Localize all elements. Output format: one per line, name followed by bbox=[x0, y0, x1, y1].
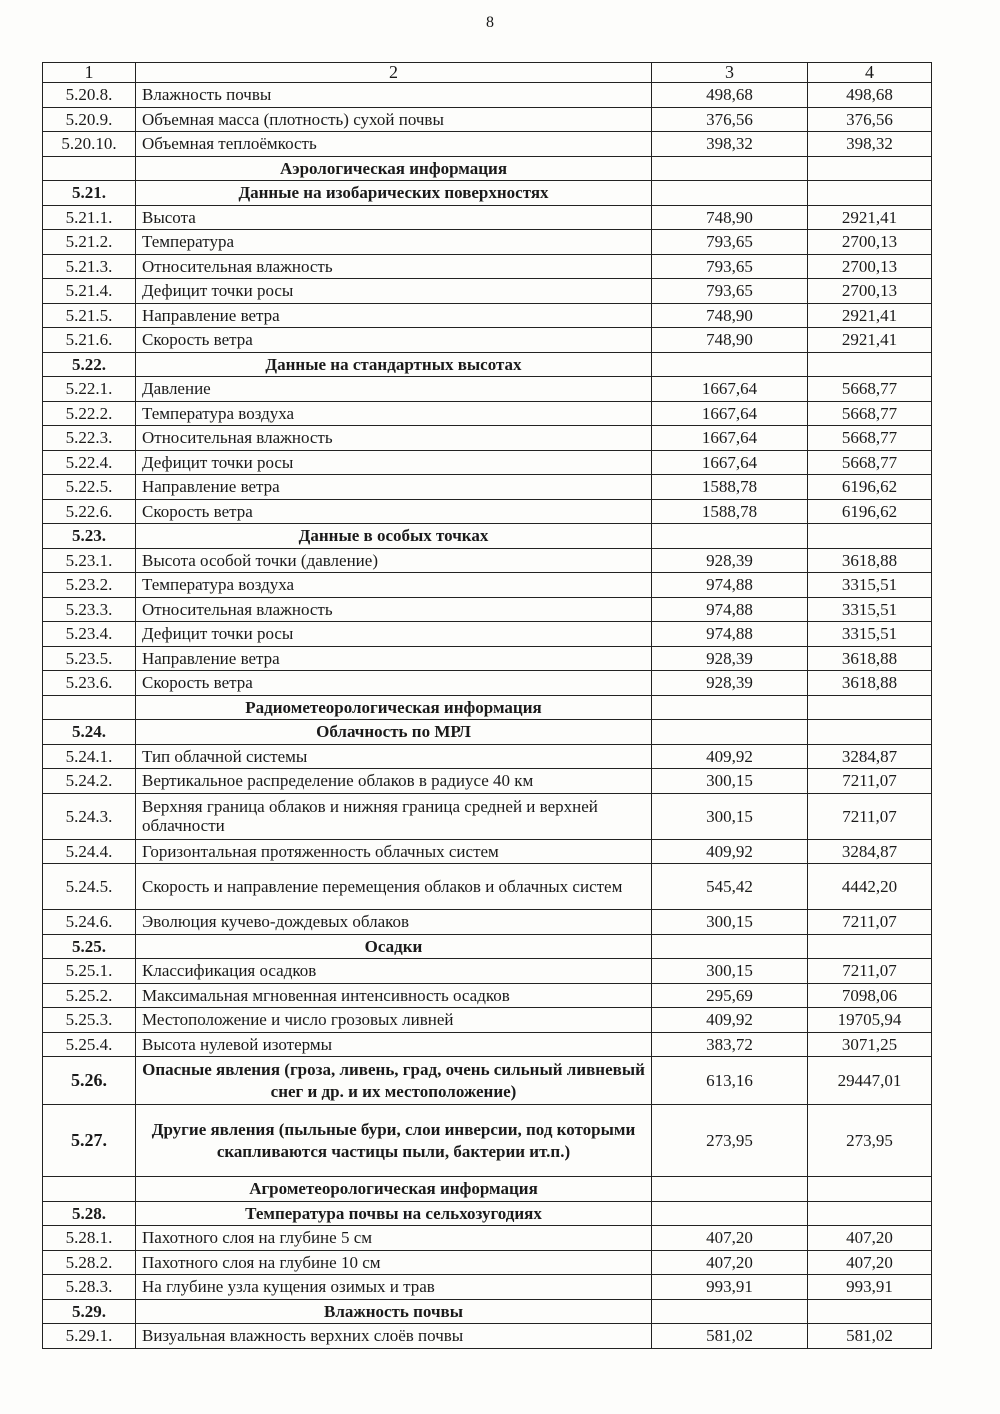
page-number: 8 bbox=[486, 14, 494, 31]
row-name: Высота особой точки (давление) bbox=[136, 548, 652, 573]
row-value-col3 bbox=[652, 1177, 808, 1202]
row-value-col3: 398,32 bbox=[652, 132, 808, 157]
row-name: Влажность почвы bbox=[136, 1299, 652, 1324]
row-value-col4 bbox=[808, 720, 932, 745]
row-value-col3: 300,15 bbox=[652, 959, 808, 984]
row-value-col3: 581,02 bbox=[652, 1324, 808, 1349]
row-value-col3: 1667,64 bbox=[652, 377, 808, 402]
row-name: Дефицит точки росы bbox=[136, 279, 652, 304]
row-number: 5.22.6. bbox=[43, 499, 136, 524]
table-row bbox=[43, 671, 932, 696]
row-number: 5.23.3. bbox=[43, 597, 136, 622]
row-value-col3: 1667,64 bbox=[652, 450, 808, 475]
row-value-col4: 3315,51 bbox=[808, 573, 932, 598]
row-number: 5.23.2. bbox=[43, 573, 136, 598]
row-name: Опасные явления (гроза, ливень, град, очень сильный ливневый снег и др. и их местоположение) bbox=[136, 1057, 652, 1105]
row-value-col4: 6196,62 bbox=[808, 499, 932, 524]
row-value-col4 bbox=[808, 1177, 932, 1202]
table-row bbox=[43, 230, 932, 255]
row-number: 5.22.4. bbox=[43, 450, 136, 475]
row-value-col3: 748,90 bbox=[652, 303, 808, 328]
row-value-col4 bbox=[808, 1299, 932, 1324]
table-row bbox=[43, 1226, 932, 1251]
row-value-col4 bbox=[808, 352, 932, 377]
row-value-col3: 928,39 bbox=[652, 548, 808, 573]
row-value-col4: 3618,88 bbox=[808, 646, 932, 671]
row-name: Горизонтальная протяженность облачных систем bbox=[136, 839, 652, 864]
row-name: Направление ветра bbox=[136, 475, 652, 500]
table-row bbox=[43, 1057, 932, 1105]
row-value-col4: 376,56 bbox=[808, 107, 932, 132]
row-number: 5.25.4. bbox=[43, 1032, 136, 1057]
row-name: Классификация осадков bbox=[136, 959, 652, 984]
table-row bbox=[43, 864, 932, 910]
table-row bbox=[43, 839, 932, 864]
row-name: Вертикальное распределение облаков в радиусе 40 км bbox=[136, 769, 652, 794]
row-value-col4: 398,32 bbox=[808, 132, 932, 157]
table-row bbox=[43, 597, 932, 622]
row-number: 5.29. bbox=[43, 1299, 136, 1324]
table-row bbox=[43, 426, 932, 451]
row-value-col3 bbox=[652, 1201, 808, 1226]
row-value-col3: 545,42 bbox=[652, 864, 808, 910]
row-value-col4: 407,20 bbox=[808, 1226, 932, 1251]
row-name: Направление ветра bbox=[136, 646, 652, 671]
row-value-col3: 793,65 bbox=[652, 279, 808, 304]
table-row bbox=[43, 499, 932, 524]
row-name: Дефицит точки росы bbox=[136, 622, 652, 647]
row-value-col4: 19705,94 bbox=[808, 1008, 932, 1033]
header-col-2: 2 bbox=[136, 63, 652, 83]
table-row bbox=[43, 548, 932, 573]
row-value-col4: 7211,07 bbox=[808, 910, 932, 935]
row-value-col3: 748,90 bbox=[652, 205, 808, 230]
table-row bbox=[43, 377, 932, 402]
row-value-col3: 376,56 bbox=[652, 107, 808, 132]
row-value-col4: 2700,13 bbox=[808, 230, 932, 255]
row-number: 5.21.4. bbox=[43, 279, 136, 304]
table-row bbox=[43, 769, 932, 794]
row-value-col4: 3618,88 bbox=[808, 671, 932, 696]
row-value-col3: 1667,64 bbox=[652, 401, 808, 426]
table-row bbox=[43, 254, 932, 279]
row-number: 5.25.3. bbox=[43, 1008, 136, 1033]
row-value-col4: 7211,07 bbox=[808, 769, 932, 794]
row-number: 5.20.10. bbox=[43, 132, 136, 157]
row-value-col4 bbox=[808, 156, 932, 181]
row-value-col3: 409,92 bbox=[652, 839, 808, 864]
row-value-col4: 5668,77 bbox=[808, 377, 932, 402]
row-value-col3: 974,88 bbox=[652, 622, 808, 647]
row-name: Скорость ветра bbox=[136, 328, 652, 353]
row-value-col4: 7211,07 bbox=[808, 959, 932, 984]
table-row bbox=[43, 279, 932, 304]
header-col-4: 4 bbox=[808, 63, 932, 83]
row-value-col3: 793,65 bbox=[652, 230, 808, 255]
row-name: Местоположение и число грозовых ливней bbox=[136, 1008, 652, 1033]
row-value-col3: 1667,64 bbox=[652, 426, 808, 451]
row-value-col3: 793,65 bbox=[652, 254, 808, 279]
row-name: Температура воздуха bbox=[136, 401, 652, 426]
row-value-col4: 7098,06 bbox=[808, 983, 932, 1008]
row-value-col3 bbox=[652, 181, 808, 206]
row-value-col3: 409,92 bbox=[652, 744, 808, 769]
tariff-table bbox=[42, 62, 932, 1349]
row-value-col3: 300,15 bbox=[652, 793, 808, 839]
row-name: Высота нулевой изотермы bbox=[136, 1032, 652, 1057]
row-number: 5.23.6. bbox=[43, 671, 136, 696]
row-name: Направление ветра bbox=[136, 303, 652, 328]
row-value-col3: 613,16 bbox=[652, 1057, 808, 1105]
row-value-col3: 300,15 bbox=[652, 769, 808, 794]
table-row bbox=[43, 1299, 932, 1324]
row-value-col3: 928,39 bbox=[652, 671, 808, 696]
row-name: Температура bbox=[136, 230, 652, 255]
row-name: Верхняя граница облаков и нижняя граница средней и верхней облачности bbox=[136, 793, 652, 839]
table-row bbox=[43, 83, 932, 108]
row-name: На глубине узла кущения озимых и трав bbox=[136, 1275, 652, 1300]
row-name: Данные в особых точках bbox=[136, 524, 652, 549]
table-body bbox=[43, 63, 932, 1349]
row-value-col3: 748,90 bbox=[652, 328, 808, 353]
row-number: 5.22.5. bbox=[43, 475, 136, 500]
table-row bbox=[43, 1275, 932, 1300]
table-row bbox=[43, 646, 932, 671]
row-number: 5.25. bbox=[43, 934, 136, 959]
row-name: Агрометеорологическая информация bbox=[136, 1177, 652, 1202]
row-value-col3: 498,68 bbox=[652, 83, 808, 108]
row-value-col4 bbox=[808, 181, 932, 206]
row-value-col4 bbox=[808, 1201, 932, 1226]
table-row bbox=[43, 573, 932, 598]
row-value-col4: 4442,20 bbox=[808, 864, 932, 910]
row-number: 5.23.5. bbox=[43, 646, 136, 671]
row-name: Данные на стандартных высотах bbox=[136, 352, 652, 377]
row-value-col3 bbox=[652, 934, 808, 959]
row-value-col4 bbox=[808, 695, 932, 720]
row-value-col4: 3284,87 bbox=[808, 839, 932, 864]
row-value-col3: 300,15 bbox=[652, 910, 808, 935]
row-number: 5.23.4. bbox=[43, 622, 136, 647]
row-name: Тип облачной системы bbox=[136, 744, 652, 769]
row-number bbox=[43, 1177, 136, 1202]
row-name: Другие явления (пыльные бури, слои инверсии, под которыми скапливаются частицы пыли, бактерии ит.п.) bbox=[136, 1105, 652, 1177]
row-value-col3: 409,92 bbox=[652, 1008, 808, 1033]
table-row bbox=[43, 1201, 932, 1226]
row-number: 5.20.9. bbox=[43, 107, 136, 132]
row-name: Относительная влажность bbox=[136, 254, 652, 279]
row-name: Визуальная влажность верхних слоёв почвы bbox=[136, 1324, 652, 1349]
row-name: Скорость и направление перемещения облаков и облачных систем bbox=[136, 864, 652, 910]
row-number: 5.20.8. bbox=[43, 83, 136, 108]
row-value-col3 bbox=[652, 156, 808, 181]
row-name: Влажность почвы bbox=[136, 83, 652, 108]
row-number: 5.25.1. bbox=[43, 959, 136, 984]
table-row bbox=[43, 1250, 932, 1275]
row-value-col4: 3315,51 bbox=[808, 622, 932, 647]
table-row bbox=[43, 720, 932, 745]
row-value-col4: 5668,77 bbox=[808, 426, 932, 451]
row-value-col3 bbox=[652, 720, 808, 745]
row-number: 5.28.2. bbox=[43, 1250, 136, 1275]
table-row bbox=[43, 1008, 932, 1033]
row-name: Дефицит точки росы bbox=[136, 450, 652, 475]
row-value-col4: 29447,01 bbox=[808, 1057, 932, 1105]
table-row bbox=[43, 401, 932, 426]
table-header-row bbox=[43, 63, 932, 83]
row-value-col4: 3618,88 bbox=[808, 548, 932, 573]
row-value-col4 bbox=[808, 524, 932, 549]
table-row bbox=[43, 959, 932, 984]
row-value-col3: 1588,78 bbox=[652, 499, 808, 524]
row-number: 5.24.6. bbox=[43, 910, 136, 935]
row-value-col3: 407,20 bbox=[652, 1226, 808, 1251]
header-col-3: 3 bbox=[652, 63, 808, 83]
row-name: Давление bbox=[136, 377, 652, 402]
row-number: 5.28.1. bbox=[43, 1226, 136, 1251]
row-name: Температура почвы на сельхозугодиях bbox=[136, 1201, 652, 1226]
row-name: Пахотного слоя на глубине 10 см bbox=[136, 1250, 652, 1275]
row-value-col4: 2700,13 bbox=[808, 279, 932, 304]
row-number: 5.23.1. bbox=[43, 548, 136, 573]
row-value-col4: 6196,62 bbox=[808, 475, 932, 500]
row-number: 5.24.5. bbox=[43, 864, 136, 910]
row-number: 5.23. bbox=[43, 524, 136, 549]
row-value-col4: 7211,07 bbox=[808, 793, 932, 839]
row-value-col4 bbox=[808, 934, 932, 959]
row-value-col3: 993,91 bbox=[652, 1275, 808, 1300]
row-name: Относительная влажность bbox=[136, 426, 652, 451]
table-row bbox=[43, 303, 932, 328]
row-name: Высота bbox=[136, 205, 652, 230]
row-name: Относительная влажность bbox=[136, 597, 652, 622]
row-number: 5.21.1. bbox=[43, 205, 136, 230]
table-row bbox=[43, 205, 932, 230]
row-number: 5.24.4. bbox=[43, 839, 136, 864]
row-value-col3: 407,20 bbox=[652, 1250, 808, 1275]
row-number: 5.21.2. bbox=[43, 230, 136, 255]
row-value-col3 bbox=[652, 1299, 808, 1324]
row-value-col4: 3284,87 bbox=[808, 744, 932, 769]
row-name: Облачность по МРЛ bbox=[136, 720, 652, 745]
row-name: Максимальная мгновенная интенсивность осадков bbox=[136, 983, 652, 1008]
row-name: Объемная масса (плотность) сухой почвы bbox=[136, 107, 652, 132]
table-row bbox=[43, 1032, 932, 1057]
row-name: Аэрологическая информация bbox=[136, 156, 652, 181]
row-number: 5.29.1. bbox=[43, 1324, 136, 1349]
table-row bbox=[43, 156, 932, 181]
row-value-col4: 2921,41 bbox=[808, 328, 932, 353]
row-value-col4: 993,91 bbox=[808, 1275, 932, 1300]
row-value-col4: 3071,25 bbox=[808, 1032, 932, 1057]
row-value-col3: 974,88 bbox=[652, 597, 808, 622]
row-number: 5.21.5. bbox=[43, 303, 136, 328]
table-row bbox=[43, 475, 932, 500]
row-number: 5.21.3. bbox=[43, 254, 136, 279]
row-value-col4: 2921,41 bbox=[808, 303, 932, 328]
row-name: Радиометеорологическая информация bbox=[136, 695, 652, 720]
row-value-col3 bbox=[652, 352, 808, 377]
row-value-col3: 295,69 bbox=[652, 983, 808, 1008]
row-name: Осадки bbox=[136, 934, 652, 959]
row-value-col3: 383,72 bbox=[652, 1032, 808, 1057]
row-number: 5.24.3. bbox=[43, 793, 136, 839]
row-number bbox=[43, 695, 136, 720]
row-number: 5.25.2. bbox=[43, 983, 136, 1008]
table-row bbox=[43, 107, 932, 132]
row-number: 5.27. bbox=[43, 1105, 136, 1177]
row-value-col3: 928,39 bbox=[652, 646, 808, 671]
row-number: 5.24.2. bbox=[43, 769, 136, 794]
row-value-col4: 498,68 bbox=[808, 83, 932, 108]
table-row bbox=[43, 910, 932, 935]
row-value-col4: 3315,51 bbox=[808, 597, 932, 622]
row-number: 5.21. bbox=[43, 181, 136, 206]
row-value-col3: 273,95 bbox=[652, 1105, 808, 1177]
row-value-col3 bbox=[652, 524, 808, 549]
row-name: Скорость ветра bbox=[136, 671, 652, 696]
table-row bbox=[43, 328, 932, 353]
row-name: Температура воздуха bbox=[136, 573, 652, 598]
row-name: Скорость ветра bbox=[136, 499, 652, 524]
table-row bbox=[43, 793, 932, 839]
table-row bbox=[43, 934, 932, 959]
row-number: 5.26. bbox=[43, 1057, 136, 1105]
table-row bbox=[43, 181, 932, 206]
row-value-col3: 974,88 bbox=[652, 573, 808, 598]
table-row bbox=[43, 744, 932, 769]
row-number: 5.22.3. bbox=[43, 426, 136, 451]
row-value-col4: 5668,77 bbox=[808, 450, 932, 475]
table-row bbox=[43, 524, 932, 549]
row-value-col4: 581,02 bbox=[808, 1324, 932, 1349]
row-value-col4: 2921,41 bbox=[808, 205, 932, 230]
row-number: 5.24. bbox=[43, 720, 136, 745]
row-number bbox=[43, 156, 136, 181]
row-number: 5.21.6. bbox=[43, 328, 136, 353]
table-row bbox=[43, 450, 932, 475]
table-row bbox=[43, 1324, 932, 1349]
table-row bbox=[43, 1105, 932, 1177]
row-number: 5.28.3. bbox=[43, 1275, 136, 1300]
row-value-col4: 407,20 bbox=[808, 1250, 932, 1275]
table-row bbox=[43, 983, 932, 1008]
table-row bbox=[43, 622, 932, 647]
row-value-col3: 1588,78 bbox=[652, 475, 808, 500]
row-number: 5.28. bbox=[43, 1201, 136, 1226]
row-number: 5.22.2. bbox=[43, 401, 136, 426]
row-name: Данные на изобарических поверхностях bbox=[136, 181, 652, 206]
row-number: 5.22.1. bbox=[43, 377, 136, 402]
row-value-col3 bbox=[652, 695, 808, 720]
row-name: Объемная теплоёмкость bbox=[136, 132, 652, 157]
table-row bbox=[43, 695, 932, 720]
row-number: 5.22. bbox=[43, 352, 136, 377]
row-value-col4: 2700,13 bbox=[808, 254, 932, 279]
row-value-col4: 5668,77 bbox=[808, 401, 932, 426]
header-col-1: 1 bbox=[43, 63, 136, 83]
table-row bbox=[43, 352, 932, 377]
row-value-col4: 273,95 bbox=[808, 1105, 932, 1177]
table-row bbox=[43, 1177, 932, 1202]
row-name: Пахотного слоя на глубине 5 см bbox=[136, 1226, 652, 1251]
row-number: 5.24.1. bbox=[43, 744, 136, 769]
row-name: Эволюция кучево-дождевых облаков bbox=[136, 910, 652, 935]
table-row bbox=[43, 132, 932, 157]
